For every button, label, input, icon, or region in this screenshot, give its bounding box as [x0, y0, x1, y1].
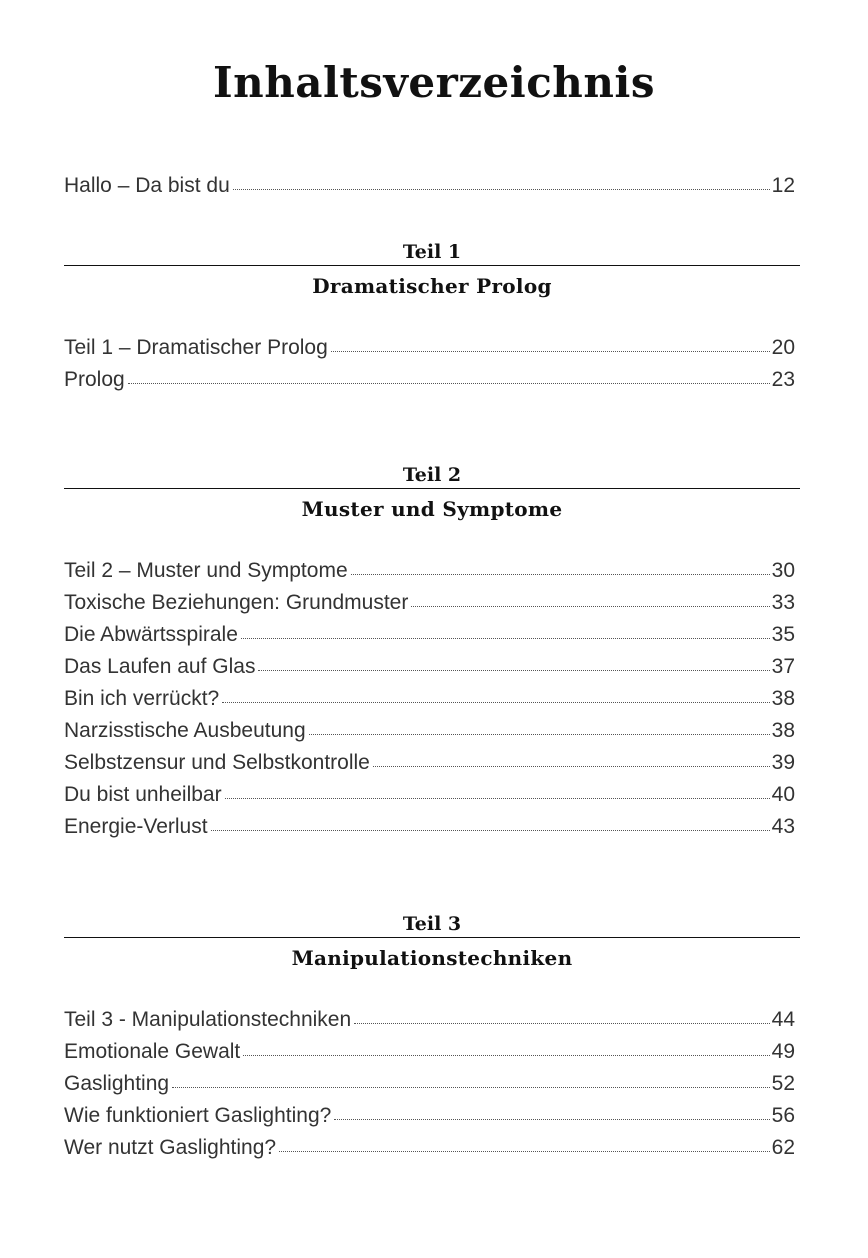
part-3-number: Teil 3 — [402, 913, 462, 935]
toc-entry-page: 12 — [771, 174, 795, 197]
toc-entry-page: 37 — [771, 655, 795, 678]
dot-leader — [211, 830, 770, 831]
toc-entry-label: Narzisstische Ausbeutung — [64, 719, 306, 742]
toc-entry-label: Gaslighting — [64, 1072, 170, 1095]
dot-leader — [309, 734, 770, 735]
toc-entry-page: 38 — [771, 719, 795, 742]
dot-leader — [411, 606, 769, 607]
dot-leader — [258, 670, 769, 671]
dot-leader — [334, 1119, 769, 1120]
toc-entry-label: Teil 2 – Muster und Symptome — [64, 559, 348, 582]
toc-entry[interactable] — [64, 655, 795, 687]
dot-leader — [354, 1023, 769, 1024]
toc-entry-page: 38 — [771, 687, 795, 710]
toc-entry[interactable] — [64, 783, 795, 815]
part-3-title: Manipulationstechniken — [291, 946, 573, 970]
toc-entry[interactable] — [64, 719, 795, 751]
part-2-number: Teil 2 — [402, 464, 462, 486]
toc-entry-page: 39 — [771, 751, 795, 774]
dot-leader — [351, 574, 770, 575]
toc-entry-label: Energie-Verlust — [64, 815, 208, 838]
toc-entry-page: 23 — [771, 368, 795, 391]
toc-entry-label: Teil 1 – Dramatischer Prolog — [64, 336, 328, 359]
toc-entry-label: Selbstzensur und Selbstkontrolle — [64, 751, 370, 774]
dot-leader — [243, 1055, 769, 1056]
toc-entry-label: Hallo – Da bist du — [64, 174, 230, 197]
toc-entry-label: Du bist unheilbar — [64, 783, 222, 806]
toc-entry[interactable] — [64, 687, 795, 719]
toc-entry-page: 35 — [771, 623, 795, 646]
toc-entry-page: 30 — [771, 559, 795, 582]
toc-entry-page: 44 — [771, 1008, 795, 1031]
toc-entry-label: Wie funktioniert Gaslighting? — [64, 1104, 332, 1127]
dot-leader — [222, 702, 769, 703]
toc-entry-page: 62 — [771, 1136, 795, 1159]
dot-leader — [225, 798, 770, 799]
toc-entry-label: Prolog — [64, 368, 125, 391]
toc-entry[interactable] — [64, 1072, 795, 1104]
toc-entry[interactable] — [64, 1104, 795, 1136]
toc-entry-intro[interactable] — [64, 174, 795, 206]
toc-entry-label: Emotionale Gewalt — [64, 1040, 241, 1063]
toc-entry-page: 43 — [771, 815, 795, 838]
toc-entry-page: 33 — [771, 591, 795, 614]
toc-entry[interactable] — [64, 623, 795, 655]
part-1-number: Teil 1 — [402, 241, 462, 263]
toc-entry-page: 20 — [771, 336, 795, 359]
toc-entry-page: 40 — [771, 783, 795, 806]
part-3-divider — [64, 937, 800, 938]
part-1-divider — [64, 265, 800, 266]
page-title: Inhaltsverzeichnis — [213, 58, 655, 107]
toc-entry[interactable] — [64, 336, 795, 368]
toc-entry[interactable] — [64, 1040, 795, 1072]
toc-entry-label: Das Laufen auf Glas — [64, 655, 256, 678]
toc-entry[interactable] — [64, 368, 795, 400]
part-2-divider — [64, 488, 800, 489]
toc-entry[interactable] — [64, 751, 795, 783]
toc-entry-label: Teil 3 - Manipulationstechniken — [64, 1008, 352, 1031]
toc-entry-label: Die Abwärtsspirale — [64, 623, 238, 646]
toc-entry[interactable] — [64, 1136, 795, 1168]
toc-entry-label: Wer nutzt Gaslighting? — [64, 1136, 277, 1159]
toc-entry-page: 52 — [771, 1072, 795, 1095]
part-1-title: Dramatischer Prolog — [312, 274, 552, 298]
dot-leader — [233, 189, 770, 190]
toc-entry[interactable] — [64, 815, 795, 847]
dot-leader — [279, 1151, 770, 1152]
dot-leader — [172, 1087, 770, 1088]
dot-leader — [128, 383, 770, 384]
toc-entry-page: 49 — [771, 1040, 795, 1063]
part-2-title: Muster und Symptome — [301, 497, 563, 521]
dot-leader — [241, 638, 770, 639]
toc-entry-label: Bin ich verrückt? — [64, 687, 220, 710]
dot-leader — [373, 766, 770, 767]
toc-entry-page: 56 — [771, 1104, 795, 1127]
toc-entry[interactable] — [64, 1008, 795, 1040]
toc-entry[interactable] — [64, 559, 795, 591]
toc-entry[interactable] — [64, 591, 795, 623]
dot-leader — [331, 351, 770, 352]
toc-entry-label: Toxische Beziehungen: Grundmuster — [64, 591, 409, 614]
